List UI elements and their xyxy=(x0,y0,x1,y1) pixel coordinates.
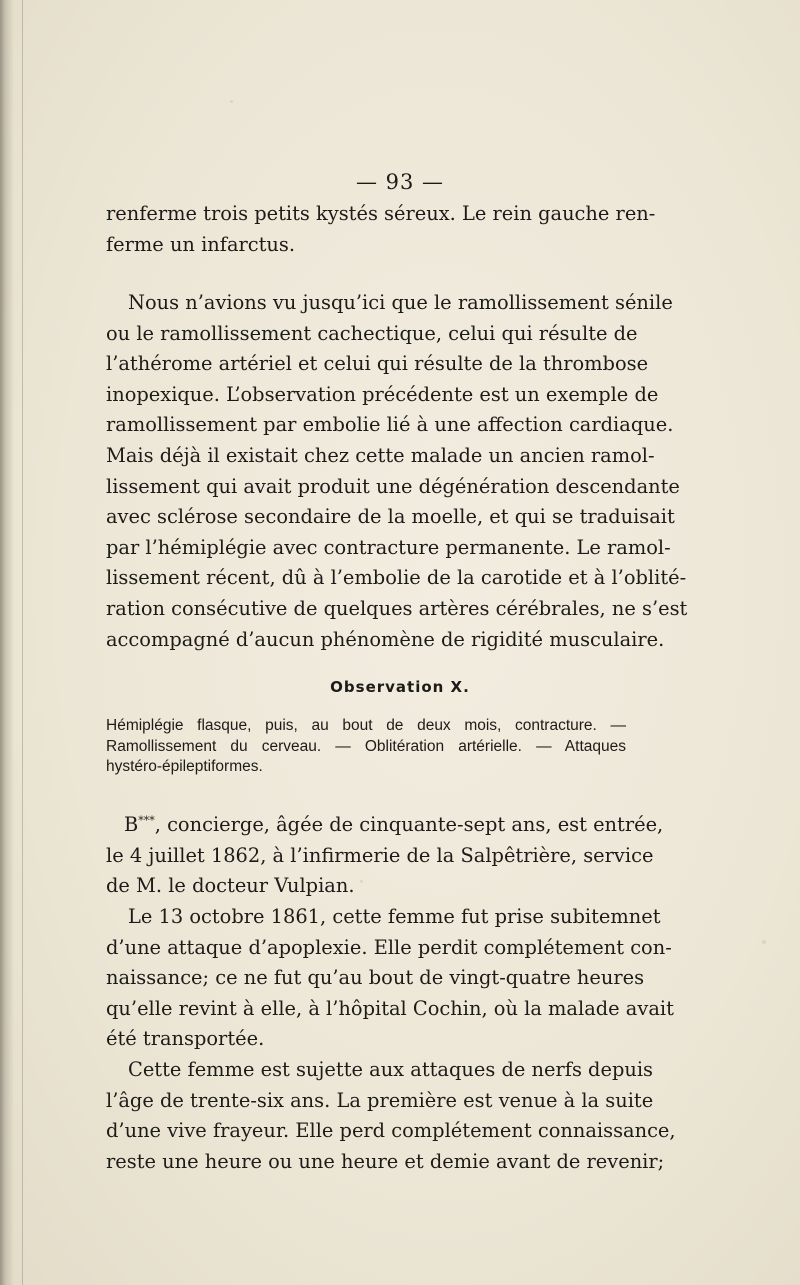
text-line: le 4 juillet 1862, à l’infirmerie de la Salpêtrière, service xyxy=(106,843,654,867)
text-line: ramollissement par embolie lié à une affection cardiaque. xyxy=(106,413,674,437)
text-line: Nous n’avions vu jusqu’ici que le ramollissement sénile xyxy=(128,291,673,314)
text-line: avec sclérose secondaire de la moelle, et qui se traduisait xyxy=(106,505,675,529)
paragraph-attacks xyxy=(106,1055,676,1177)
paper-speck xyxy=(762,940,766,944)
text-line: renferme trois petits kystés séreux. Le rein gauche ren- xyxy=(106,202,656,225)
text-line: par l’hémiplégie avec contracture permanente. Le ramol- xyxy=(106,535,671,559)
text-line: qu’elle revint à elle, à l’hôpital Cochin, où la malade avait xyxy=(106,996,674,1020)
text-line: l’âge de trente-six ans. La première est venue à la suite xyxy=(106,1088,654,1112)
text-line: ration consécutive de quelques artères cérébrales, ne s’est xyxy=(106,596,688,620)
summary-line: Hémiplégie flasque, puis, au bout de deux mois, contracture. — xyxy=(106,717,626,734)
summary-line: Ramollissement du cerveau. — Oblitération artérielle. — Attaques xyxy=(106,737,626,755)
text-line xyxy=(106,810,664,841)
text-line: Le 13 octobre 1861, cette femme fut prise subitemnet xyxy=(128,905,661,928)
text-line: inopexique. L’observation précédente est un exemple de xyxy=(106,382,659,406)
text-line: d’une vive frayeur. Elle perd complétement connaissance, xyxy=(106,1119,676,1143)
paragraph-apoplexy xyxy=(106,902,674,1055)
text-line: Cette femme est sujette aux attaques de nerfs depuis xyxy=(128,1058,653,1081)
paragraph-continuation xyxy=(106,199,656,260)
text-line: reste une heure ou une heure et demie avant de revenir; xyxy=(106,1149,665,1173)
patient-initial: B xyxy=(124,813,139,836)
observation-heading: Observation X. xyxy=(330,678,470,696)
text-line: lissement qui avait produit une dégénération descendante xyxy=(106,474,680,498)
text-line: lissement récent, dû à l’embolie de la carotide et à l’oblité- xyxy=(106,566,687,590)
text-line: de M. le docteur Vulpian. xyxy=(106,874,355,898)
text-line: été transportée. xyxy=(106,1027,265,1051)
text-line: ou le ramollissement cachectique, celui qui résulte de xyxy=(106,321,638,345)
text-line: accompagné d’aucun phénomène de rigidité musculaire. xyxy=(106,627,665,651)
summary-line: hystéro-épileptiformes. xyxy=(106,758,263,776)
paper-speck xyxy=(230,100,233,103)
patient-initial-stars: *** xyxy=(138,814,155,827)
observation-summary xyxy=(106,716,626,778)
text-line: ferme un infarctus. xyxy=(106,232,296,256)
text-line: Mais déjà il existait chez cette malade un ancien ramol- xyxy=(106,443,655,467)
paragraph-patient-intro xyxy=(106,810,664,902)
text-line: l’athérome artériel et celui qui résulte de la thrombose xyxy=(106,352,649,376)
paragraph-discussion xyxy=(106,288,688,655)
page-number: — 93 — xyxy=(355,170,445,194)
text-line: d’une attaque d’apoplexie. Elle perdit complétement con- xyxy=(106,935,672,959)
text-line: naissance; ce ne fut qu’au bout de vingt-quatre heures xyxy=(106,966,645,990)
text-line-rest: , concierge, âgée de cinquante-sept ans, est entrée, xyxy=(154,813,664,836)
